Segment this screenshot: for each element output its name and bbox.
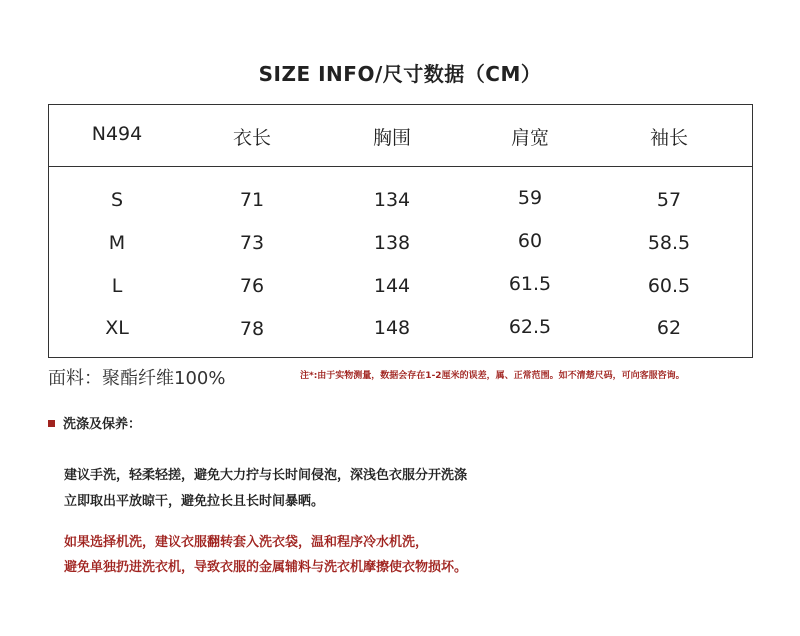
header-length: 衣长 <box>232 127 271 149</box>
cell-sleeve: 60.5 <box>647 275 691 297</box>
cell-length: 71 <box>239 189 265 211</box>
care-instruction-line: 立即取出平放晾干，避免拉长且长时间暴晒。 <box>64 494 325 509</box>
size-table <box>48 104 753 358</box>
header-sleeve: 袖长 <box>649 127 688 149</box>
cell-chest: 148 <box>373 317 411 339</box>
care-warning-line: 避免单独扔进洗衣机，导致衣服的金属辅料与洗衣机摩擦使衣物损坏。 <box>64 560 468 575</box>
cell-sleeve: 57 <box>656 189 682 211</box>
cell-size: S <box>110 189 124 211</box>
header-chest: 胸围 <box>372 127 411 149</box>
cell-chest: 134 <box>373 189 411 211</box>
page-title: SIZE INFO/尺寸数据（CM） <box>258 62 542 86</box>
header-model: N494 <box>91 123 143 145</box>
cell-shoulder: 60 <box>517 230 543 252</box>
header-shoulder: 肩宽 <box>510 127 549 149</box>
measurement-error-note: 注*:由于实物测量，数据会存在1-2厘米的误差，属、正常范围。如不清楚尺码，可向客服咨询。 <box>300 371 685 381</box>
cell-sleeve: 62 <box>656 317 682 339</box>
care-heading-label: 洗涤及保养： <box>63 417 142 432</box>
cell-shoulder: 61.5 <box>508 273 552 295</box>
cell-length: 73 <box>239 232 265 254</box>
table-header-row <box>49 105 752 167</box>
cell-length: 78 <box>239 318 265 340</box>
cell-shoulder: 62.5 <box>508 316 552 338</box>
care-heading <box>48 413 141 432</box>
care-instruction-line: 建议手洗，轻柔轻搓，避免大力拧与长时间侵泡，深浅色衣服分开洗涤 <box>64 468 468 483</box>
cell-size: XL <box>105 317 129 339</box>
cell-shoulder: 59 <box>517 187 543 209</box>
square-bullet-icon <box>48 420 55 427</box>
cell-chest: 144 <box>373 275 411 297</box>
cell-size: M <box>108 232 126 254</box>
cell-size: L <box>111 275 123 297</box>
material-note: 面料：聚酯纤维100% <box>48 368 226 389</box>
care-warning-line: 如果选择机洗，建议衣服翻转套入洗衣袋，温和程序冷水机洗， <box>64 535 429 550</box>
cell-sleeve: 58.5 <box>647 232 691 254</box>
cell-length: 76 <box>239 275 265 297</box>
cell-chest: 138 <box>373 232 411 254</box>
